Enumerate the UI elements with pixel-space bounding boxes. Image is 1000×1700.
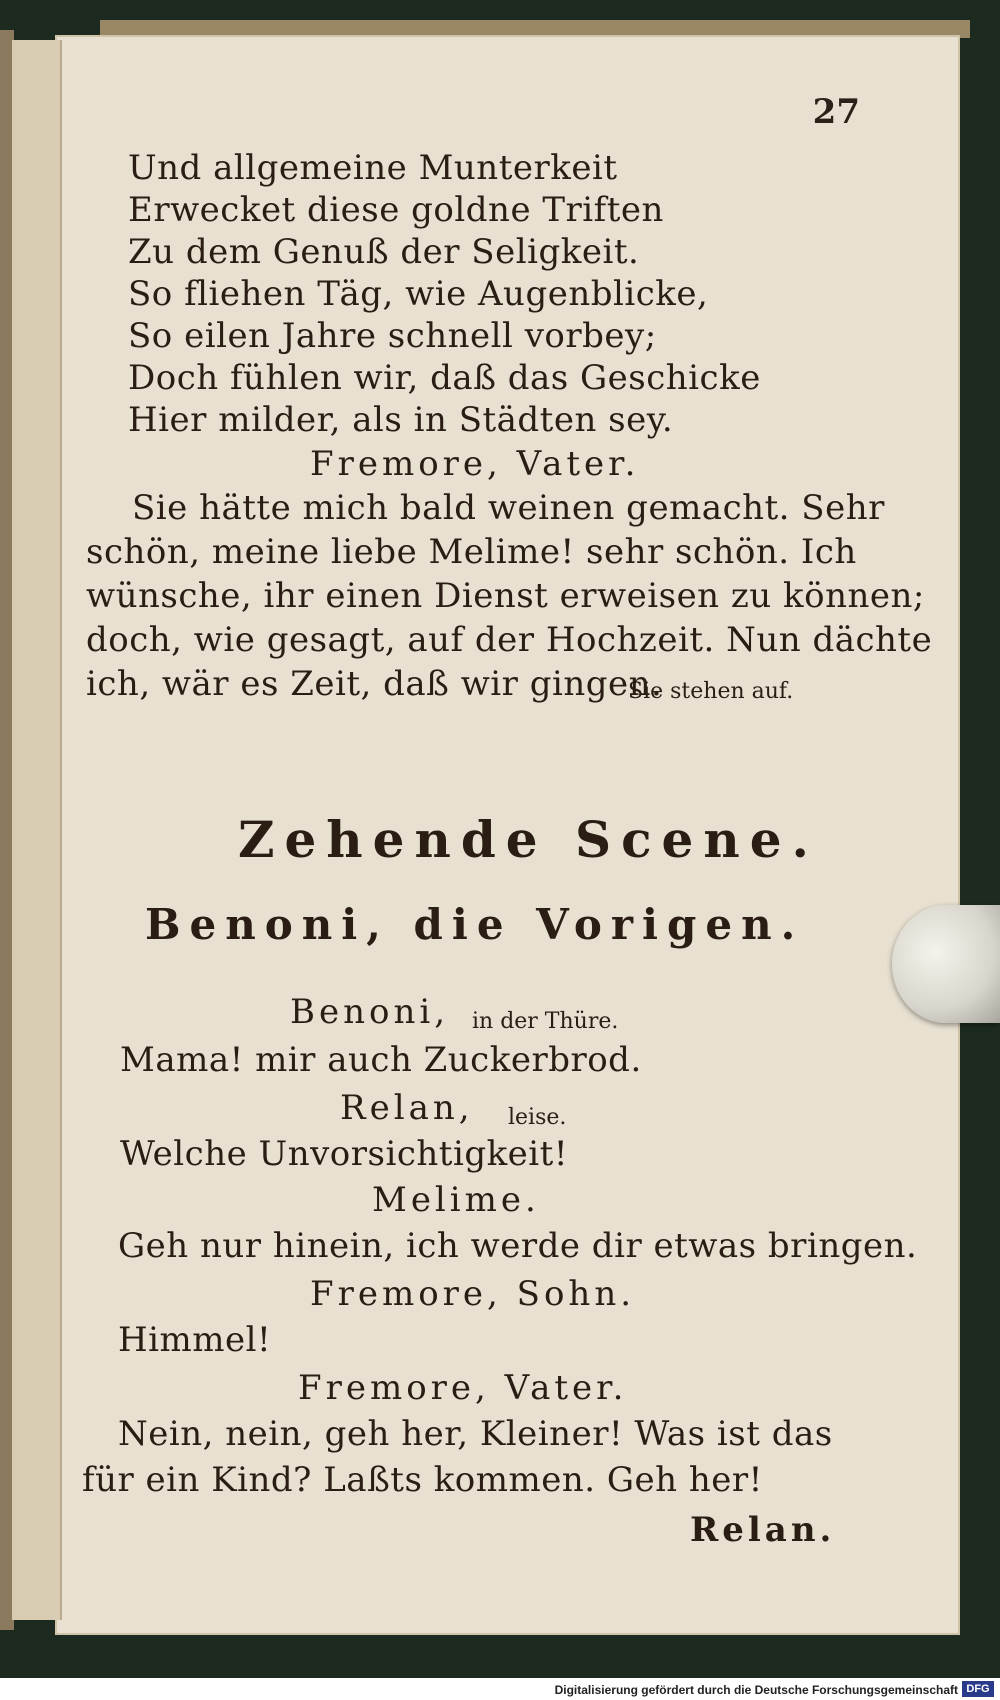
verse-line: Hier milder, als in Städten sey. bbox=[128, 400, 674, 440]
verse-line: Zu dem Genuß der Seligkeit. bbox=[128, 232, 640, 272]
speaker-name: Melime. bbox=[372, 1180, 540, 1220]
dialogue-line: Himmel! bbox=[118, 1320, 272, 1360]
verse-line: Doch fühlen wir, daß das Geschicke bbox=[128, 358, 761, 398]
verse-line: Erwecket diese goldne Triften bbox=[128, 190, 664, 230]
prose-line: Sie hätte mich bald weinen gemacht. Sehr bbox=[132, 488, 885, 528]
speaker-name: Benoni, bbox=[290, 992, 450, 1032]
verse-line: So fliehen Täg, wie Augenblicke, bbox=[128, 274, 709, 314]
magnifier-clip bbox=[892, 905, 1000, 1023]
dialogue-line: Geh nur hinein, ich werde dir etwas bringen. bbox=[118, 1226, 918, 1266]
scene-title: Zehende Scene. bbox=[238, 810, 819, 869]
dialogue-line: Mama! mir auch Zuckerbrod. bbox=[120, 1040, 642, 1080]
page-gutter bbox=[12, 40, 62, 1620]
page-number: 27 bbox=[812, 92, 860, 132]
speaker-name: Relan, bbox=[340, 1088, 474, 1128]
speaker-name: Fremore, Sohn. bbox=[310, 1274, 636, 1314]
prose-line: Nein, nein, geh her, Kleiner! Was ist das bbox=[118, 1414, 833, 1454]
stage-direction: Sie stehen auf. bbox=[628, 679, 794, 704]
verse-line: Und allgemeine Munterkeit bbox=[128, 148, 618, 188]
footer-bar bbox=[0, 1678, 1000, 1700]
prose-line: wünsche, ihr einen Dienst erweisen zu können; bbox=[86, 576, 925, 616]
prose-line: ich, wär es Zeit, daß wir gingen. bbox=[86, 664, 663, 704]
prose-line: schön, meine liebe Melime! sehr schön. Ich bbox=[86, 532, 857, 572]
scene-characters: Benoni, die Vorigen. bbox=[145, 900, 805, 949]
speaker-name: Fremore, Vater. bbox=[310, 444, 640, 484]
speaker-name: Fremore, Vater. bbox=[298, 1368, 628, 1408]
prose-line: für ein Kind? Laßts kommen. Geh her! bbox=[82, 1460, 763, 1500]
dfg-logo: DFG bbox=[962, 1681, 994, 1697]
footer-credit: Digitalisierung gefördert durch die Deutsche Forschungsgemeinschaft bbox=[554, 1683, 958, 1697]
prose-line: doch, wie gesagt, auf der Hochzeit. Nun dächte bbox=[86, 620, 933, 660]
stage-direction: leise. bbox=[508, 1105, 567, 1130]
dialogue-line: Welche Unvorsichtigkeit! bbox=[120, 1134, 569, 1174]
catchword: Relan. bbox=[690, 1510, 836, 1550]
verse-line: So eilen Jahre schnell vorbey; bbox=[128, 316, 657, 356]
stage-direction: in der Thüre. bbox=[472, 1009, 619, 1034]
